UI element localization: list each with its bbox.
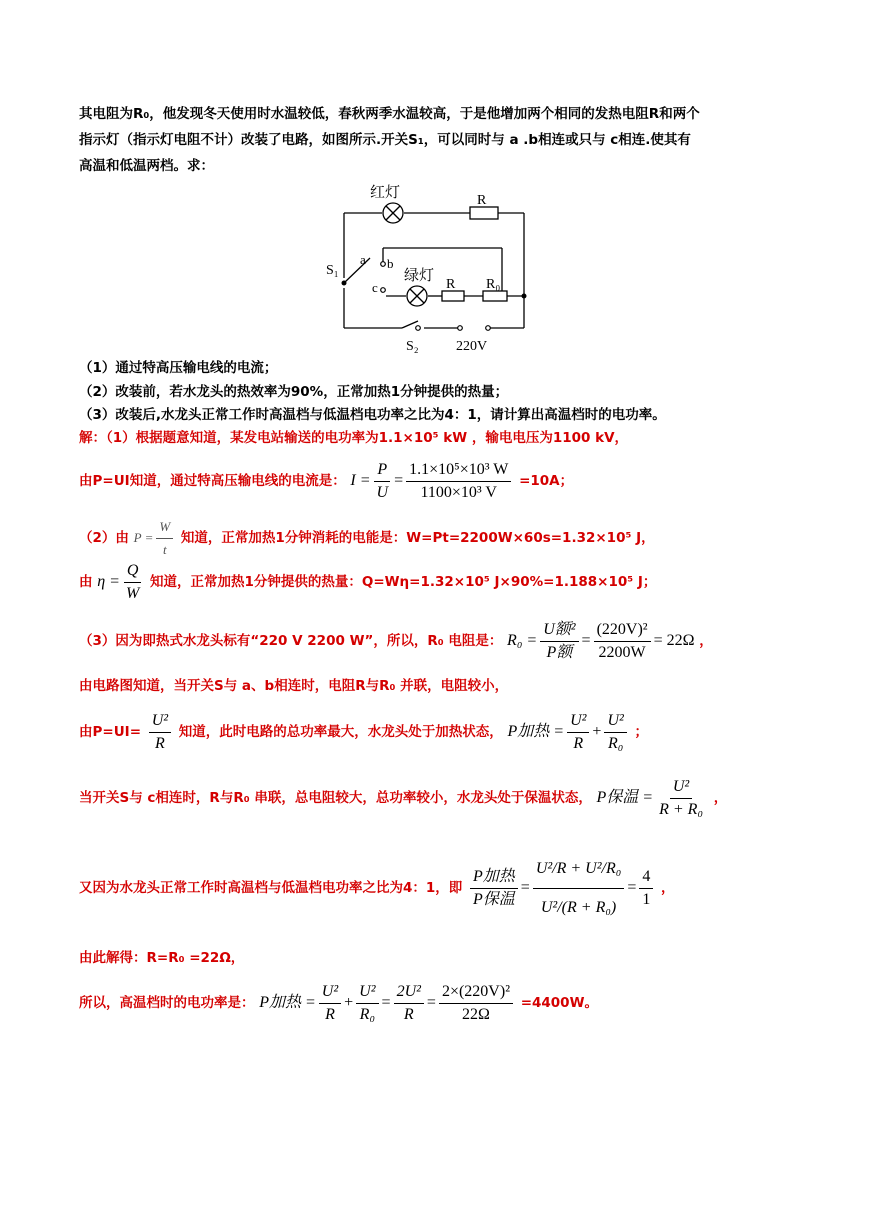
resistor-r-mid <box>442 291 464 301</box>
intro-line-2: 指示灯（指示灯电阻不计）改装了电路，如图所示.开关S₁，可以同时与 a .b相连或只与 c相连.使其有 <box>79 132 691 148</box>
s2-formula: I = $\frac{P}{U}$ = $\frac{\text{1.1×10⁵×10³ W}}{\text{1100×10³ V}}$ <box>350 459 514 503</box>
s5-formula: R₀ = $\frac{\text{U额²}}{\text{P额}}$ = $\frac{\text{(220V)²}}{2200W}$ = 22Ω <box>507 620 695 661</box>
intro-line-1: 其电阻为R₀，他发现冬天使用时水温较低，春秋两季水温较高，于是他增加两个相同的发热电阻R和两个 <box>79 106 700 122</box>
solution-line-6: 由电路图知道，当开关S与 a、b相连时，电阻R与R₀ 并联，电阻较小， <box>79 678 509 694</box>
label-s1: S₁ <box>326 263 339 278</box>
label-r-mid: R <box>446 277 456 292</box>
label-green-lamp: 绿灯 <box>404 268 435 284</box>
s2-result: =10A； <box>519 473 574 489</box>
solution-line-10: 由此解得：R=R₀ =22Ω， <box>79 950 245 966</box>
question-3: （3）改装后,水龙头正常工作时高温档与低温档电功率之比为4：1，请计算出高温档时的电功率。 <box>79 407 666 423</box>
s3-formula: P = $\frac{W}{t}$ <box>134 516 177 560</box>
s7-frac: $\frac{\text{U²}}{R}$ <box>146 711 174 754</box>
s7-formula: P加热 = $\frac{\text{U²}}{R}$ + $\frac{\text{U²}}{\text{R₀}}$ <box>507 708 629 756</box>
resistor-r-top <box>470 207 498 219</box>
solution-line-11: 所以，高温档时的电功率是： P加热 = $\frac{\text{U²}}{R}$ + $\frac{\text{U²}}{\text{R₀}}$ = $\frac{\text{2U²}}{R}$ = $\frac{\text{2×(220V)²}}{22\Omega}$ =4400W。 <box>79 978 598 1028</box>
green-lamp-icon <box>407 286 427 306</box>
solution-line-2 <box>79 459 573 503</box>
solution-line-9: 又因为水龙头正常工作时高温档与低温档电功率之比为4：1，即 $\frac{\text{P加热}}{\text{P保温}}$ = $\frac{\text{U²/R + U²/R₀}}{\text{U²/(R + R₀)}}$ = $\frac{4}{1}$ ， <box>79 840 675 936</box>
solution-line-1: 解：（1）根据题意知道，某发电站输送的电功率为1.1×10⁵ kW ，输电电压为1100 kV， <box>79 430 629 446</box>
label-r0: R₀ <box>486 277 501 292</box>
red-lamp-icon <box>383 203 403 223</box>
solution-line-8: 当开关S与 c相连时，R与R₀ 串联，总电阻较大，总功率较小，水龙头处于保温状态， P保温 = $\frac{\text{U²}}{\text{R + R₀}}$ ， <box>79 774 727 822</box>
resistor-r0 <box>483 291 507 301</box>
circuit-diagram <box>320 180 530 360</box>
label-c: c <box>372 280 378 295</box>
solution-line-5: （3）因为即热式水龙头标有“220 V 2200 W”，所以，R₀ 电阻是： R₀ = $\frac{\text{U额²}}{\text{P额}}$ = $\frac{\text{(220V)²}}{2200W}$ = 22Ω ， <box>79 617 713 665</box>
question-2: （2）改装前，若水龙头的热效率为90%，正常加热1分钟提供的热量； <box>79 384 509 400</box>
question-1: （1）通过特高压输电线的电流； <box>79 360 278 376</box>
label-a: a <box>360 252 366 267</box>
label-b: b <box>387 256 394 271</box>
label-voltage: 220V <box>456 339 488 354</box>
s11-formula: P加热 = $\frac{\text{U²}}{R}$ + $\frac{\text{U²}}{\text{R₀}}$ = $\frac{\text{2U²}}{R}$ = $\frac{\text{2×(220V)²}}{22\Omega}$ <box>259 978 516 1028</box>
label-red-lamp: 红灯 <box>370 185 401 201</box>
label-r-top: R <box>477 193 487 208</box>
solution-line-3: （2）由 P = $\frac{W}{t}$ 知道，正常加热1分钟消耗的电能是：W=Pt=2200W×60s=1.32×10⁵ J， <box>79 516 655 560</box>
label-s2: S₂ <box>406 339 419 354</box>
solution-line-7: 由P=UI= $\frac{\text{U²}}{R}$ 知道，此时电路的总功率最大，水龙头处于加热状态， P加热 = $\frac{\text{U²}}{R}$ + $\frac{\text{U²}}{\text{R₀}}$ ； <box>79 708 648 756</box>
s4-formula: η = $\frac{Q}{W}$ <box>97 560 145 604</box>
s8-formula: P保温 = $\frac{\text{U²}}{\text{R + R₀}}$ <box>596 777 704 818</box>
intro-line-3: 高温和低温两档。求： <box>79 158 214 174</box>
s9-formula: $\frac{\text{P加热}}{\text{P保温}}$ = $\frac{\text{U²/R + U²/R₀}}{\text{U²/(R + R₀)}}$ = $\frac{4}{1}$ <box>467 840 656 936</box>
s2-pre: 由P=UI知道，通过特高压输电线的电流是： <box>79 473 346 489</box>
solution-line-4: 由 η = $\frac{Q}{W}$ 知道，正常加热1分钟提供的热量：Q=Wη=1.32×10⁵ J×90%=1.188×10⁵ J； <box>79 560 656 604</box>
